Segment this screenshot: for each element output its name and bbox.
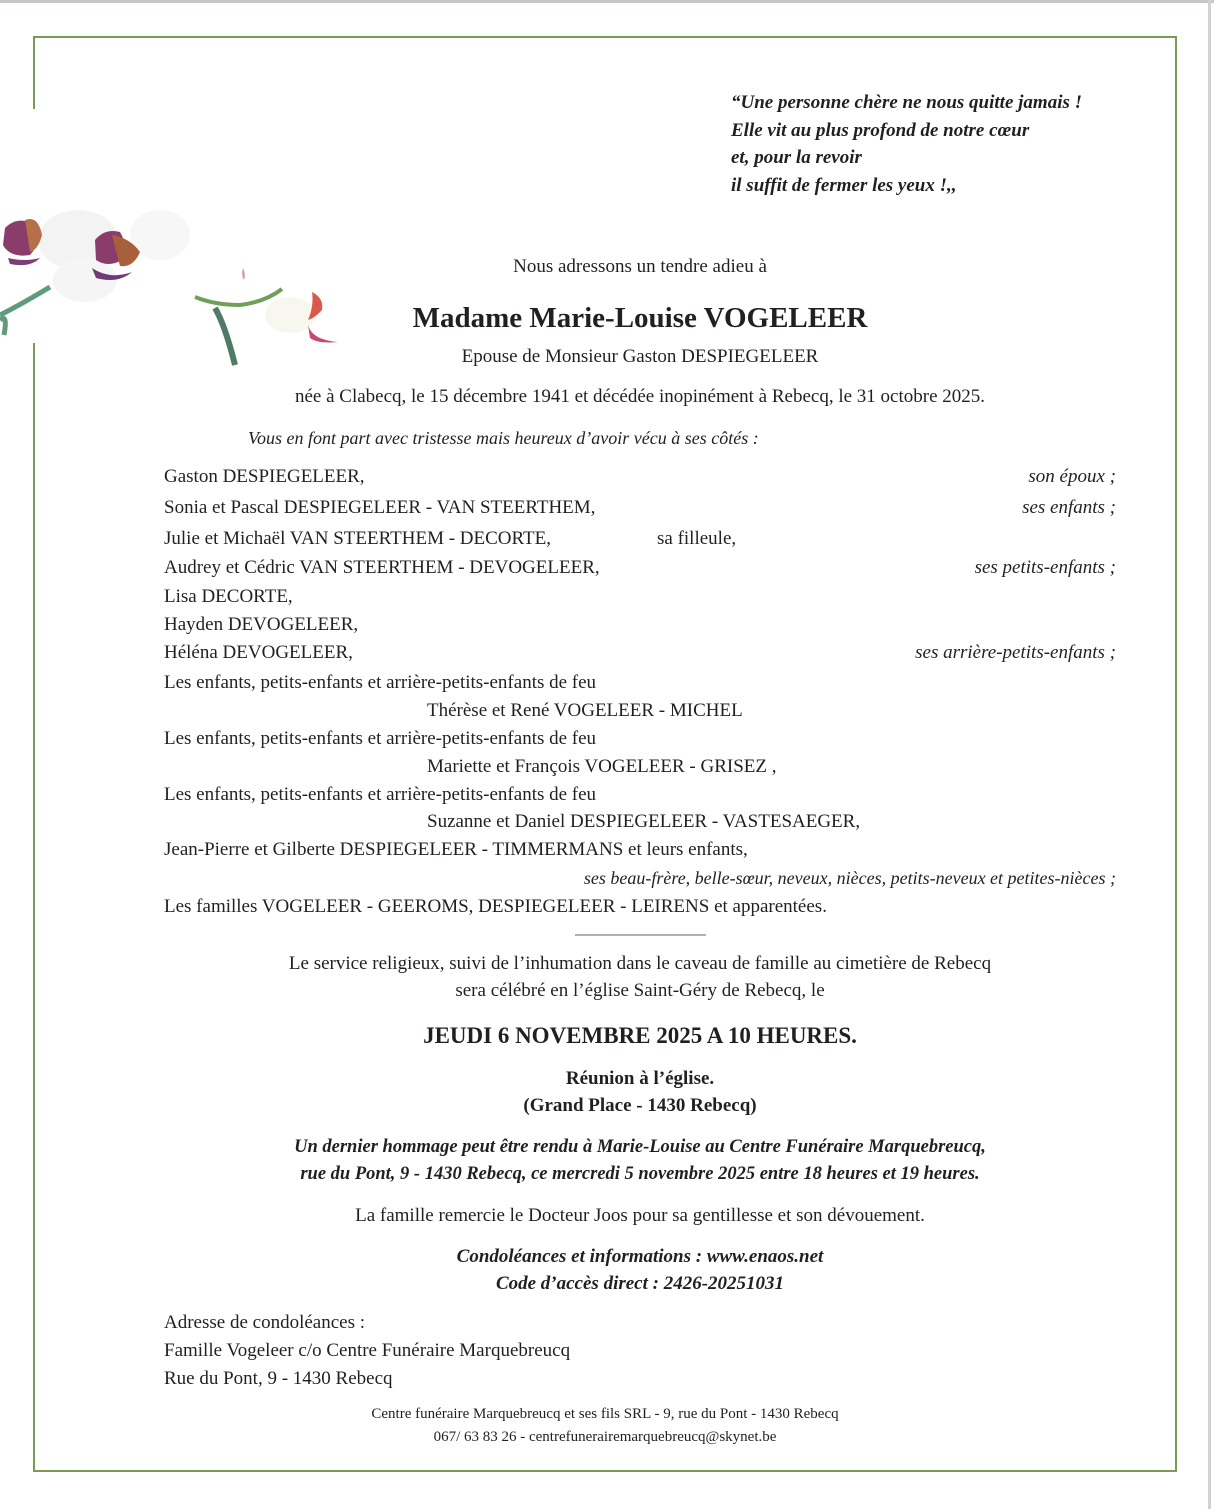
online-line-2: Code d’accès direct : 2426-20251031 [495, 1273, 785, 1294]
intro-text: Nous adressons un tendre adieu à [513, 256, 767, 277]
frame-right [1175, 36, 1177, 1472]
quote-line: Elle vit au plus profond de notre cœur [731, 119, 1030, 141]
family-name: Héléna DEVOGELEER, [164, 642, 353, 663]
family-row [164, 700, 1116, 728]
family-row [164, 614, 1116, 642]
family-row [164, 672, 1116, 700]
address-line-1: Adresse de condoléances : [164, 1312, 366, 1333]
family-name: Julie et Michaël VAN STEERTHEM - DECORTE, [164, 528, 552, 549]
family-name: Les enfants, petits-enfants et arrière-petits-enfants de feu [164, 728, 597, 749]
family-name: Les enfants, petits-enfants et arrière-petits-enfants de feu [164, 672, 597, 693]
announce-line: Vous en font part avec tristesse mais heureux d’avoir vécu à ses côtés : [248, 428, 759, 448]
family-note: sa filleule, [657, 528, 737, 549]
birth-death-line: née à Clabecq, le 15 décembre 1941 et décédée inopinément à Rebecq, le 31 octobre 2025. [294, 386, 986, 407]
family-indent-name: Suzanne et Daniel DESPIEGELEER - VASTESAEGER, [427, 811, 861, 832]
family-name: Gaston DESPIEGELEER, [164, 466, 365, 487]
frame-left-lower [33, 343, 35, 1472]
family-name: Hayden DEVOGELEER, [164, 614, 359, 635]
hommage-line-2: rue du Pont, 9 - 1430 Rebecq, ce mercredi 5 novembre 2025 entre 18 heures et 19 heures. [300, 1164, 980, 1184]
family-row [164, 811, 1116, 839]
page-edge-right [1208, 0, 1211, 1509]
family-row [164, 586, 1116, 614]
frame-top [33, 36, 1177, 38]
family-name: Les familles VOGELEER - GEEROMS, DESPIEGELEER - LEIRENS et apparentées. [164, 896, 827, 917]
thanks-line: La famille remercie le Docteur Joos pour sa gentillesse et son dévouement. [355, 1205, 925, 1226]
family-indent-name: Mariette et François VOGELEER - GRISEZ , [427, 756, 777, 777]
family-relation: ses petits-enfants ; [974, 557, 1116, 578]
family-row [164, 896, 1116, 924]
footer-line-2: 067/ 63 83 26 - centrefunerairemarquebreucq@skynet.be [433, 1429, 777, 1445]
family-row [164, 784, 1116, 812]
spouse-line: Epouse de Monsieur Gaston DESPIEGELEER [461, 346, 819, 367]
family-row [164, 728, 1116, 756]
quote-line: il suffit de fermer les yeux !,, [731, 174, 957, 196]
family-relation: ses enfants ; [1022, 497, 1116, 518]
frame-left-upper [33, 36, 35, 109]
family-name: Audrey et Cédric VAN STEERTHEM - DEVOGELEER, [164, 557, 600, 578]
quote-line: “Une personne chère ne nous quitte jamais ! [731, 92, 1083, 113]
service-line-2: sera célébré en l’église Saint-Géry de Rebecq, le [455, 980, 825, 1001]
page-edge-top [0, 0, 1214, 3]
hommage-line-1: Un dernier hommage peut être rendu à Marie-Louise au Centre Funéraire Marquebreucq, [294, 1137, 986, 1157]
family-indent-name: Thérèse et René VOGELEER - MICHEL [427, 700, 743, 721]
family-row [164, 557, 1116, 585]
family-name: Sonia et Pascal DESPIEGELEER - VAN STEERTHEM, [164, 497, 596, 518]
family-row [164, 466, 1116, 494]
quote-line: et, pour la revoir [731, 147, 862, 168]
family-relation: son époux ; [1028, 466, 1116, 487]
meeting-line-1: Réunion à l’église. [565, 1068, 715, 1089]
family-name: Les enfants, petits-enfants et arrière-petits-enfants de feu [164, 784, 597, 805]
deceased-name: Madame Marie-Louise VOGELEER [412, 302, 868, 334]
family-row [164, 497, 1116, 525]
service-line-1: Le service religieux, suivi de l’inhumation dans le caveau de famille au cimetière de Rebecq [288, 953, 992, 974]
family-row [164, 868, 1116, 896]
address-line-3: Rue du Pont, 9 - 1430 Rebecq [164, 1368, 393, 1389]
family-row [164, 642, 1116, 670]
family-name: Lisa DECORTE, [164, 586, 293, 607]
quote [731, 89, 1082, 199]
address-line-2: Famille Vogeleer c/o Centre Funéraire Marquebreucq [164, 1340, 571, 1361]
meeting-line-2: (Grand Place - 1430 Rebecq) [523, 1095, 757, 1116]
family-name: Jean-Pierre et Gilberte DESPIEGELEER - TIMMERMANS et leurs enfants, [164, 839, 748, 860]
family-row [164, 528, 1116, 556]
family-row [164, 756, 1116, 784]
frame-bottom [33, 1470, 1177, 1472]
footer-line-1: Centre funéraire Marquebreucq et ses fils SRL - 9, rue du Pont - 1430 Rebecq [371, 1406, 839, 1422]
family-row [164, 839, 1116, 867]
family-relation: ses arrière-petits-enfants ; [915, 642, 1116, 663]
service-date: JEUDI 6 NOVEMBRE 2025 A 10 HEURES. [423, 1023, 857, 1048]
family-relation: ses beau-frère, belle-sœur, neveux, nièces, petits-neveux et petites-nièces ; [583, 868, 1116, 888]
divider [575, 934, 706, 936]
online-line-1: Condoléances et informations : www.enaos.net [456, 1246, 824, 1267]
